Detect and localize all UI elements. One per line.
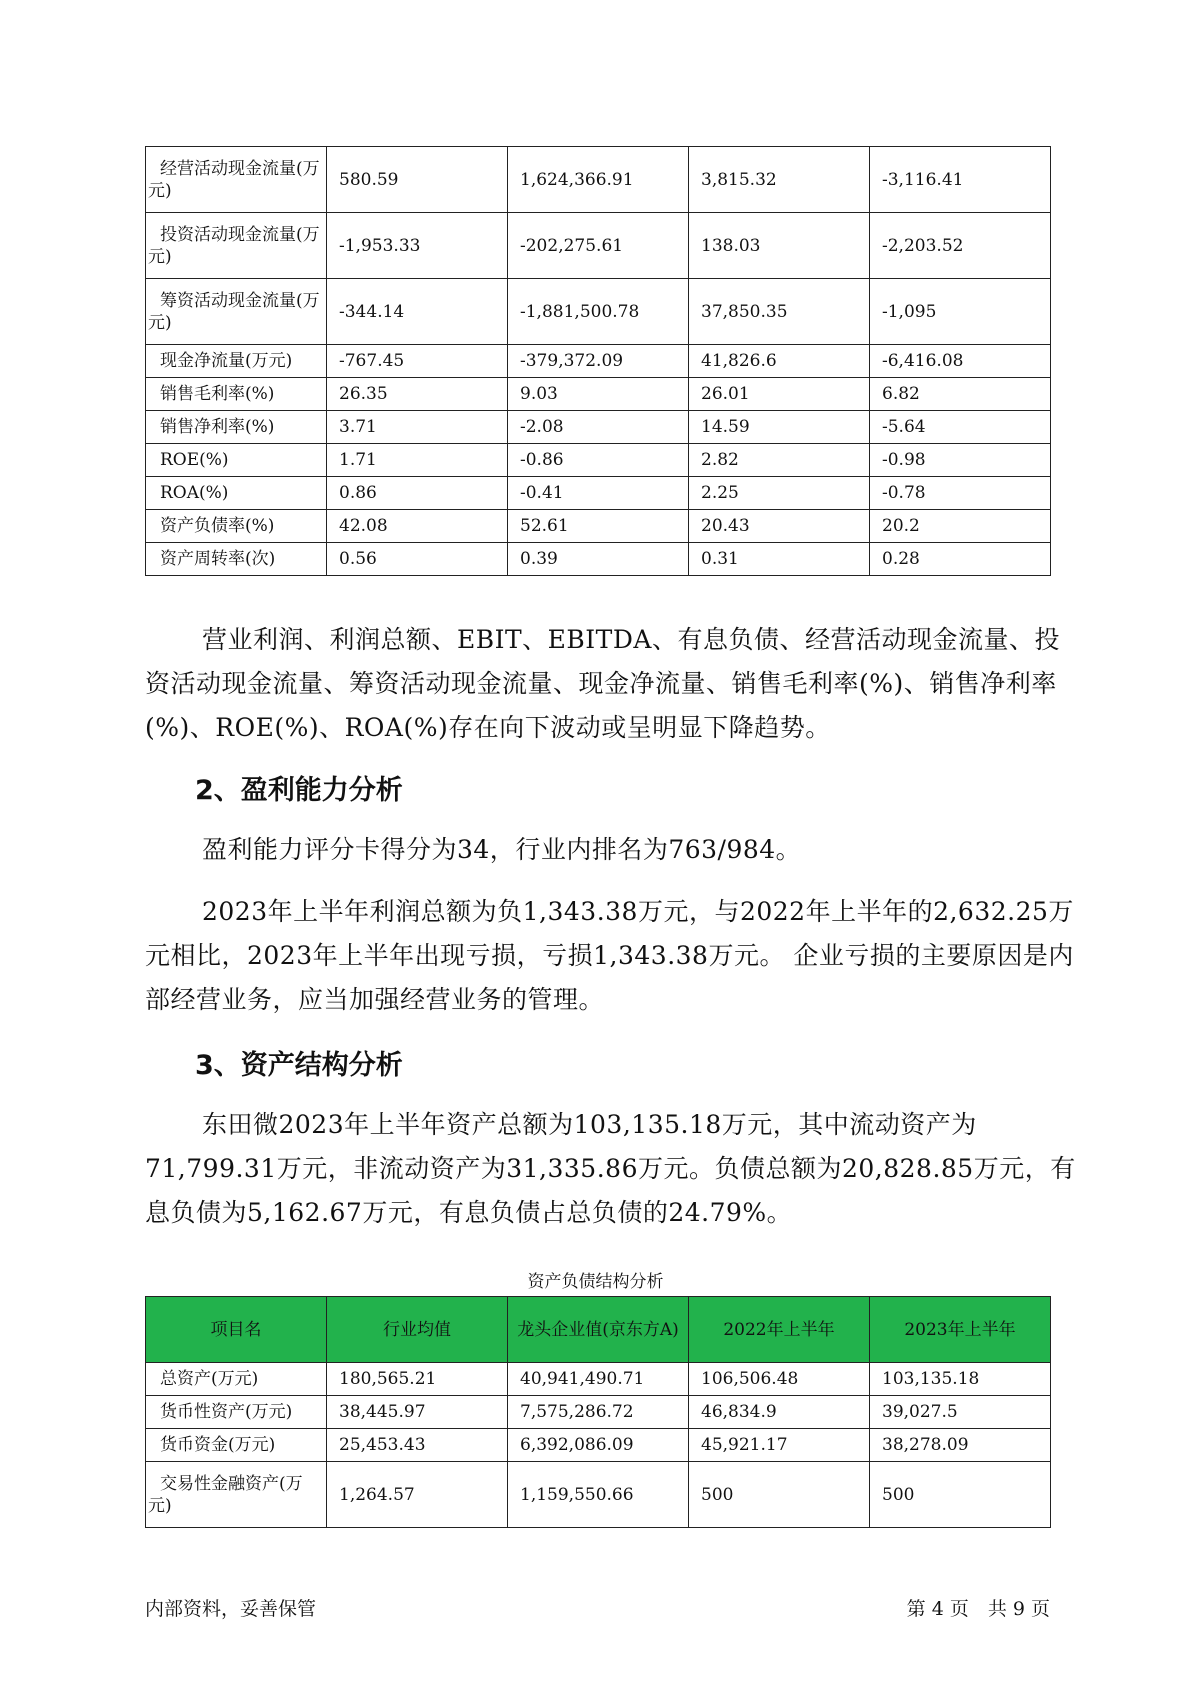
value-cell: 1,159,550.66 (508, 1462, 689, 1528)
value-cell: -1,095 (870, 279, 1051, 345)
value-cell: 580.59 (327, 147, 508, 213)
column-header: 项目名 (146, 1297, 327, 1363)
value-cell: -767.45 (327, 345, 508, 378)
value-cell: -1,953.33 (327, 213, 508, 279)
row-label: 筹资活动现金流量(万元) (148, 290, 320, 333)
table-row (146, 378, 1051, 411)
value-cell: 106,506.48 (689, 1363, 870, 1396)
value-cell: 0.56 (327, 543, 508, 576)
value-cell: 1,624,366.91 (508, 147, 689, 213)
column-header: 龙头企业值(京东方A) (508, 1297, 689, 1363)
table-row (146, 444, 1051, 477)
value-cell: 500 (689, 1462, 870, 1528)
table-row (146, 543, 1051, 576)
value-cell: 20.2 (870, 510, 1051, 543)
value-cell: -0.41 (508, 477, 689, 510)
table-row (146, 279, 1051, 345)
row-label: 货币性资产(万元) (160, 1402, 293, 1422)
value-cell: -2.08 (508, 411, 689, 444)
row-label-cell (146, 1462, 327, 1528)
value-cell: 40,941,490.71 (508, 1363, 689, 1396)
value-cell: -344.14 (327, 279, 508, 345)
column-header: 2023年上半年 (870, 1297, 1051, 1363)
row-label: 销售毛利率(%) (160, 384, 275, 404)
value-cell: 2.25 (689, 477, 870, 510)
row-label-cell (146, 444, 327, 477)
row-label-cell (146, 378, 327, 411)
table-row (146, 1429, 1051, 1462)
value-cell: 38,278.09 (870, 1429, 1051, 1462)
table-row (146, 1363, 1051, 1396)
row-label: 现金净流量(万元) (160, 351, 293, 371)
column-header: 行业均值 (327, 1297, 508, 1363)
row-label-cell (146, 477, 327, 510)
value-cell: 46,834.9 (689, 1396, 870, 1429)
footer-confidential: 内部资料，妥善保管 (145, 1598, 317, 1620)
table-header-row (146, 1297, 1051, 1363)
financial-metrics-table (145, 146, 1051, 576)
value-cell: 45,921.17 (689, 1429, 870, 1462)
value-cell: 20.43 (689, 510, 870, 543)
row-label: ROE(%) (160, 450, 229, 470)
value-cell: 3.71 (327, 411, 508, 444)
row-label: 经营活动现金流量(万元) (148, 158, 320, 201)
row-label: 资产负债率(%) (160, 516, 275, 536)
row-label: ROA(%) (160, 483, 229, 503)
value-cell: 103,135.18 (870, 1363, 1051, 1396)
row-label-cell (146, 1396, 327, 1429)
value-cell: 52.61 (508, 510, 689, 543)
table-row (146, 345, 1051, 378)
value-cell: 0.28 (870, 543, 1051, 576)
value-cell: -6,416.08 (870, 345, 1051, 378)
value-cell: 0.31 (689, 543, 870, 576)
asset-structure-paragraph: 东田微2023年上半年资产总额为103,135.18万元，其中流动资产为71,799.31万元，非流动资产为31,335.86万元。负债总额为20,828.85万元，有息负债为5,162.67万元，有息负债占总负债的24.79%。 (145, 1110, 1076, 1227)
footer-page-number: 第 4 页 共 9 页 (906, 1598, 1050, 1620)
value-cell: 9.03 (508, 378, 689, 411)
value-cell: 0.86 (327, 477, 508, 510)
row-label-cell (146, 345, 327, 378)
value-cell: -379,372.09 (508, 345, 689, 378)
value-cell: 6.82 (870, 378, 1051, 411)
value-cell: 6,392,086.09 (508, 1429, 689, 1462)
section-heading-profitability: 2、盈利能力分析 (195, 775, 403, 806)
value-cell: 3,815.32 (689, 147, 870, 213)
value-cell: 37,850.35 (689, 279, 870, 345)
value-cell: 26.35 (327, 378, 508, 411)
value-cell: -0.78 (870, 477, 1051, 510)
row-label: 总资产(万元) (160, 1369, 259, 1389)
table-row (146, 1462, 1051, 1528)
value-cell: 500 (870, 1462, 1051, 1528)
trend-paragraph: 营业利润、利润总额、EBIT、EBITDA、有息负债、经营活动现金流量、投资活动现金流量、筹资活动现金流量、现金净流量、销售毛利率(%)、销售净利率(%)、ROE(%)、ROA(%)存在向下波动或呈明显下降趋势。 (145, 625, 1060, 742)
row-label-cell (146, 510, 327, 543)
row-label: 投资活动现金流量(万元) (148, 224, 320, 267)
value-cell: -3,116.41 (870, 147, 1051, 213)
value-cell: -0.98 (870, 444, 1051, 477)
value-cell: 1,264.57 (327, 1462, 508, 1528)
table-row (146, 510, 1051, 543)
value-cell: -2,203.52 (870, 213, 1051, 279)
row-label-cell (146, 147, 327, 213)
asset-liability-structure-table (145, 1296, 1051, 1528)
value-cell: 38,445.97 (327, 1396, 508, 1429)
value-cell: 26.01 (689, 378, 870, 411)
value-cell: -1,881,500.78 (508, 279, 689, 345)
row-label-cell (146, 279, 327, 345)
value-cell: 0.39 (508, 543, 689, 576)
section-heading-asset-structure: 3、资产结构分析 (195, 1050, 403, 1081)
value-cell: 25,453.43 (327, 1429, 508, 1462)
row-label: 销售净利率(%) (160, 417, 275, 437)
row-label-cell (146, 213, 327, 279)
value-cell: -202,275.61 (508, 213, 689, 279)
value-cell: 39,027.5 (870, 1396, 1051, 1429)
value-cell: 180,565.21 (327, 1363, 508, 1396)
row-label: 交易性金融资产(万元) (148, 1473, 303, 1516)
value-cell: -5.64 (870, 411, 1051, 444)
row-label-cell (146, 1429, 327, 1462)
value-cell: 2.82 (689, 444, 870, 477)
value-cell: -0.86 (508, 444, 689, 477)
row-label-cell (146, 411, 327, 444)
value-cell: 41,826.6 (689, 345, 870, 378)
value-cell: 138.03 (689, 213, 870, 279)
row-label-cell (146, 543, 327, 576)
value-cell: 7,575,286.72 (508, 1396, 689, 1429)
table-row (146, 147, 1051, 213)
value-cell: 14.59 (689, 411, 870, 444)
value-cell: 42.08 (327, 510, 508, 543)
row-label-cell (146, 1363, 327, 1396)
profitability-score-paragraph: 盈利能力评分卡得分为34，行业内排名为763/984。 (202, 835, 802, 864)
column-header: 2022年上半年 (689, 1297, 870, 1363)
table-row (146, 411, 1051, 444)
profit-loss-paragraph: 2023年上半年利润总额为负1,343.38万元，与2022年上半年的2,632.25万元相比，2023年上半年出现亏损，亏损1,343.38万元。 企业亏损的主要原因是内部经营业务，应当加强经营业务的管理。 (145, 897, 1074, 1014)
row-label: 货币资金(万元) (160, 1435, 276, 1455)
value-cell: 1.71 (327, 444, 508, 477)
table-row (146, 1396, 1051, 1429)
table-caption: 资产负债结构分析 (527, 1272, 664, 1292)
table-row (146, 477, 1051, 510)
table-row (146, 213, 1051, 279)
row-label: 资产周转率(次) (160, 549, 276, 569)
